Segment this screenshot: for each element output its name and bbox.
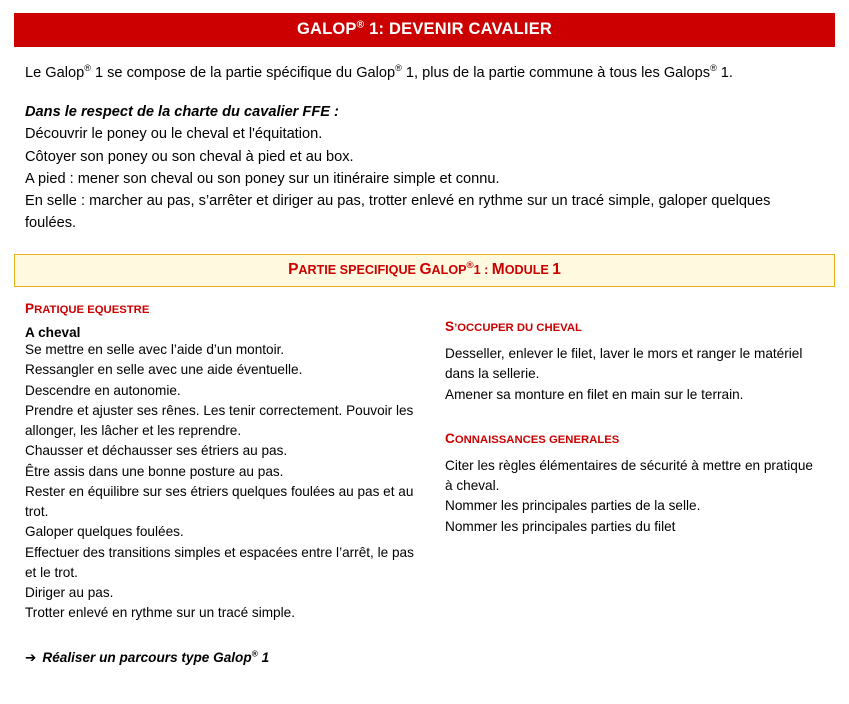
module-banner-number: 1 bbox=[552, 261, 561, 279]
right-line: Amener sa monture en filet en main sur le terrain. bbox=[445, 386, 744, 402]
content-columns bbox=[14, 301, 835, 624]
left-line: Descendre en autonomie. bbox=[25, 382, 181, 398]
module-banner-g: G bbox=[419, 261, 432, 279]
subheading-a-cheval: A cheval bbox=[25, 325, 81, 341]
section-heading-initial: P bbox=[25, 301, 35, 317]
document-page bbox=[0, 13, 849, 704]
left-line: Prendre et ajuster ses rênes. Les tenir correctement. Pouvoir les allonger, les lâcher et les reprendre. bbox=[25, 402, 414, 439]
section-heading-rest: ’OCCUPER DU CHEVAL bbox=[454, 322, 582, 335]
intro-part-1: Le Galop bbox=[25, 65, 85, 81]
module-banner bbox=[14, 254, 835, 287]
left-line: Être assis dans une bonne posture au pas. bbox=[25, 463, 284, 479]
module-banner-odule: ODULE bbox=[504, 263, 553, 278]
left-line: Se mettre en selle avec l’aide d’un montoir. bbox=[25, 342, 285, 358]
title-banner-text-main: GALOP bbox=[296, 20, 357, 38]
charte-line: Découvrir le poney ou le cheval et l'équitation. bbox=[25, 126, 323, 143]
right-column bbox=[437, 301, 824, 624]
left-line: Trotter enlevé en rythme sur un tracé simple. bbox=[25, 605, 295, 621]
section-heading-connaissances-generales bbox=[445, 431, 824, 446]
registered-mark-icon: ® bbox=[84, 63, 91, 74]
charte-line: Côtoyer son poney ou son cheval à pied et au box. bbox=[25, 148, 354, 165]
intro-part-2: 1 se compose de la partie spécifique du Galop bbox=[90, 65, 396, 81]
registered-mark-icon: ® bbox=[251, 648, 258, 659]
intro-paragraph bbox=[14, 63, 835, 84]
section-heading-initial: C bbox=[445, 430, 455, 446]
section-heading-soccuper-du-cheval bbox=[445, 319, 824, 334]
intro-part-3: 1, plus de la partie commune à tous les Galops bbox=[401, 65, 711, 81]
left-line: Effectuer des transitions simples et espacées entre l’arrêt, le pas et le trot. bbox=[25, 544, 414, 580]
module-banner-p: P bbox=[288, 261, 299, 279]
right-line: Citer les règles élémentaires de sécurité à mettre en pratique à cheval. bbox=[445, 457, 813, 494]
section-heading-pratique-equestre bbox=[25, 301, 425, 316]
section-heading-rest: ONNAISSANCES GENERALES bbox=[454, 433, 620, 446]
footer-text-1: Réaliser un parcours type Galop bbox=[42, 649, 252, 665]
module-banner-alop: ALOP bbox=[431, 263, 467, 278]
left-line: Diriger au pas. bbox=[25, 585, 114, 601]
charte-title: Dans le respect de la charte du cavalier FFE : bbox=[25, 104, 339, 121]
registered-mark-icon: ® bbox=[710, 63, 717, 74]
module-banner-m: M bbox=[491, 261, 505, 279]
title-banner bbox=[14, 13, 835, 47]
left-column bbox=[25, 301, 437, 624]
right-line: Nommer les principales parties du filet bbox=[445, 518, 676, 534]
title-banner-text-rest: 1: DEVENIR CAVALIER bbox=[364, 20, 553, 38]
arrow-right-icon: ➔ bbox=[25, 649, 37, 665]
section-heading-initial: S bbox=[445, 319, 455, 335]
charte-line: A pied : mener son cheval ou son poney sur un itinéraire simple et connu. bbox=[25, 170, 500, 187]
footer-text-2: 1 bbox=[257, 649, 270, 665]
section-heading-rest: RATIQUE EQUESTRE bbox=[34, 304, 150, 317]
left-line: Rester en équilibre sur ses étriers quelques foulées au pas et au trot. bbox=[25, 483, 414, 520]
registered-mark-icon: ® bbox=[356, 19, 365, 31]
left-line: Chausser et déchausser ses étriers au pas. bbox=[25, 443, 288, 459]
footer-objective bbox=[14, 650, 835, 666]
intro-part-4: 1. bbox=[716, 65, 733, 81]
right-line: Desseller, enlever le filet, laver le mors et ranger le matériel dans la sellerie. bbox=[445, 346, 803, 382]
module-banner-partie-specifique: ARTIE SPECIFIQUE bbox=[298, 263, 420, 278]
right-line: Nommer les principales parties de la selle. bbox=[445, 498, 701, 514]
registered-mark-icon: ® bbox=[395, 63, 402, 74]
charte-line: En selle : marcher au pas, s’arrêter et diriger au pas, trotter enlevé en rythme sur un tracé simple, galoper quelques foulées. bbox=[25, 192, 771, 232]
left-line: Ressangler en selle avec une aide éventuelle. bbox=[25, 362, 303, 378]
charte-block bbox=[14, 101, 835, 234]
registered-mark-icon: ® bbox=[466, 260, 474, 272]
module-banner-rest: 1 : bbox=[473, 263, 492, 278]
left-line: Galoper quelques foulées. bbox=[25, 524, 184, 540]
